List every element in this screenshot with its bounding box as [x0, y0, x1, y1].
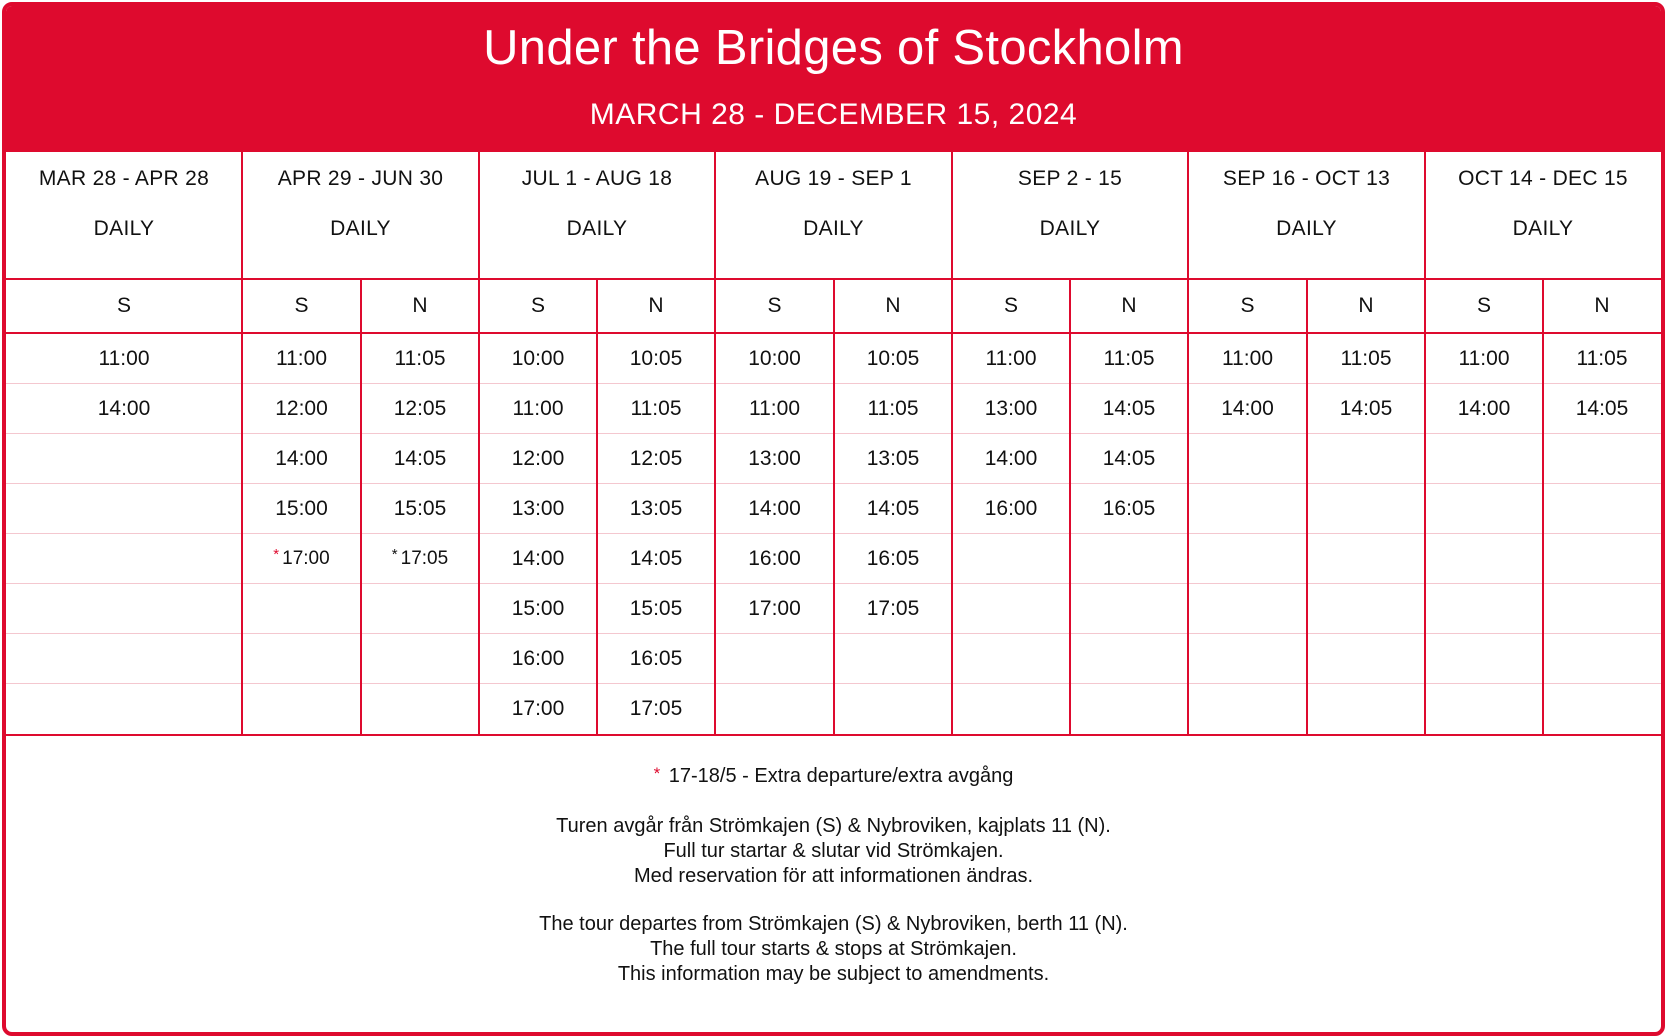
departure-times [1425, 334, 1543, 434]
departure-time: 13:05 [629, 497, 683, 520]
departure-time: 11:05 [630, 397, 682, 420]
departure-time: 14:00 [275, 447, 328, 470]
departure-time: 11:00 [1458, 347, 1510, 370]
departure-times [1188, 334, 1307, 434]
period-range: OCT 14 - DEC 15 [1458, 167, 1628, 190]
footnote-text: 17-18/5 - Extra departure/extra avgång [668, 765, 1014, 787]
departure-time: 11:05 [1576, 347, 1628, 370]
departure-times [597, 334, 715, 734]
departure-time: 14:00 [748, 497, 801, 520]
english-info [6, 912, 1661, 987]
footnote-asterisk: * [653, 764, 661, 783]
swedish-line-departure: Turen avgår från Strömkajen (S) & Nybroviken, kajplats 11 (N). [556, 815, 1111, 837]
departure-times [361, 334, 479, 584]
swedish-line-disclaimer: Med reservation för att informationen ändras. [633, 865, 1034, 887]
departure-time: 11:00 [276, 347, 327, 370]
period-header [6, 152, 242, 278]
departure-time: 14:00 [511, 547, 565, 570]
english-line-route: The full tour starts & stops at Strömkajen. [650, 938, 1017, 960]
timetable [6, 152, 1661, 736]
departure-time: 14:05 [393, 447, 447, 470]
departure-times [479, 334, 597, 734]
departure-time: 11:00 [985, 347, 1037, 370]
stop-label: N [412, 294, 428, 317]
period-frequency: DAILY [1512, 217, 1574, 240]
departure-times [242, 334, 361, 584]
english-line-departure: The tour departes from Strömkajen (S) & Nybroviken, berth 11 (N). [539, 913, 1128, 935]
stop-label: N [885, 294, 901, 317]
departure-time: 16:05 [629, 647, 683, 670]
period-frequency: DAILY [803, 217, 864, 240]
period-frequency: DAILY [1039, 217, 1101, 240]
period-header [1188, 152, 1425, 278]
departure-time: 12:00 [511, 447, 565, 470]
time-value: 17:05 [400, 548, 449, 569]
departure-time: 13:00 [511, 497, 565, 520]
departure-time: 15:00 [275, 497, 328, 520]
period-range: JUL 1 - AUG 18 [521, 167, 673, 190]
footer-notes [6, 736, 1661, 1032]
departure-time: 13:00 [984, 397, 1038, 420]
period-range: SEP 2 - 15 [1017, 167, 1123, 190]
departure-time: 13:00 [748, 447, 801, 470]
period-header [715, 152, 952, 278]
departure-time: 11:00 [98, 347, 150, 370]
departure-time: 10:00 [511, 347, 565, 370]
departure-times [1070, 334, 1188, 534]
stop-label: N [1594, 294, 1610, 317]
stop-label: S [116, 294, 131, 317]
period-range: SEP 16 - OCT 13 [1222, 167, 1391, 190]
season-dates: MARCH 28 - DECEMBER 15, 2024 [589, 98, 1078, 131]
departure-time: 14:05 [1102, 447, 1156, 470]
departure-time: 14:05 [1575, 397, 1629, 420]
stop-label: S [530, 294, 545, 317]
departure-time: 15:05 [393, 497, 447, 520]
stop-label: S [767, 294, 782, 317]
period-header [479, 152, 715, 278]
departure-time: 14:00 [1221, 397, 1274, 420]
stop-label: S [1003, 294, 1018, 317]
stop-label: S [1476, 294, 1491, 317]
departure-time: 12:05 [393, 397, 447, 420]
departure-times [6, 334, 242, 434]
departure-time: 11:05 [1340, 347, 1392, 370]
departure-time: 11:05 [1103, 347, 1155, 370]
stop-label: S [1240, 294, 1255, 317]
departure-time: 12:00 [275, 397, 328, 420]
schedule-card [2, 2, 1665, 1036]
departure-time: 17:05 [629, 697, 683, 720]
departure-time: 16:05 [866, 547, 920, 570]
departure-times [1307, 334, 1425, 434]
period-range: APR 29 - JUN 30 [277, 167, 444, 190]
departure-times [952, 334, 1070, 534]
period-header [952, 152, 1188, 278]
departure-time: 12:05 [629, 447, 683, 470]
period-frequency: DAILY [566, 217, 628, 240]
departure-time: 16:00 [984, 497, 1038, 520]
departure-time: 16:00 [511, 647, 565, 670]
departure-time: 11:05 [867, 397, 919, 420]
period-header [1425, 152, 1661, 278]
stop-label: S [294, 294, 309, 317]
schedule-header [6, 6, 1661, 152]
period-frequency: DAILY [93, 217, 155, 240]
period-range: MAR 28 - APR 28 [38, 167, 210, 190]
departure-time: 11:00 [512, 397, 564, 420]
departure-times [834, 334, 952, 634]
extra-departure-time [361, 534, 479, 584]
extra-departure-asterisk: * [391, 546, 398, 563]
swedish-line-route: Full tur startar & slutar vid Strömkajen. [663, 840, 1004, 862]
period-divider [1187, 152, 1189, 736]
stop-label: N [1121, 294, 1137, 317]
departure-time: 16:05 [1102, 497, 1156, 520]
time-value: 17:00 [282, 548, 330, 569]
departure-time: 11:00 [1222, 347, 1273, 370]
departure-time: 10:00 [748, 347, 801, 370]
departure-time: 14:00 [984, 447, 1038, 470]
departure-times [715, 334, 834, 634]
page-title: Under the Bridges of Stockholm [483, 21, 1184, 75]
english-line-disclaimer: This information may be subject to amendments. [617, 963, 1050, 985]
period-frequency: DAILY [1276, 217, 1337, 240]
footnote [6, 764, 1661, 789]
departure-time: 10:05 [866, 347, 920, 370]
period-frequency: DAILY [330, 217, 391, 240]
departure-time: 14:05 [629, 547, 683, 570]
departure-time: 14:05 [1339, 397, 1393, 420]
stop-label: N [1358, 294, 1374, 317]
departure-time: 16:00 [748, 547, 801, 570]
departure-time: 14:05 [1102, 397, 1156, 420]
departure-time: 17:00 [748, 597, 801, 620]
stop-label: N [648, 294, 664, 317]
departure-time: 10:05 [629, 347, 683, 370]
departure-time: 15:05 [629, 597, 683, 620]
departure-time: 14:05 [866, 497, 920, 520]
departure-time: 17:00 [511, 697, 565, 720]
departure-time: 11:00 [749, 397, 800, 420]
extra-departure-time [242, 534, 361, 584]
departure-time: 13:05 [866, 447, 920, 470]
departure-time: 15:00 [511, 597, 565, 620]
period-range: AUG 19 - SEP 1 [755, 167, 912, 190]
period-divider [1424, 152, 1426, 736]
departure-time: 11:05 [394, 347, 446, 370]
extra-departure-asterisk: * [273, 546, 280, 563]
period-header [242, 152, 479, 278]
departure-time: 14:00 [97, 397, 151, 420]
swedish-info [6, 814, 1661, 889]
departure-times [1543, 334, 1661, 434]
departure-time: 17:05 [866, 597, 920, 620]
departure-time: 14:00 [1457, 397, 1511, 420]
